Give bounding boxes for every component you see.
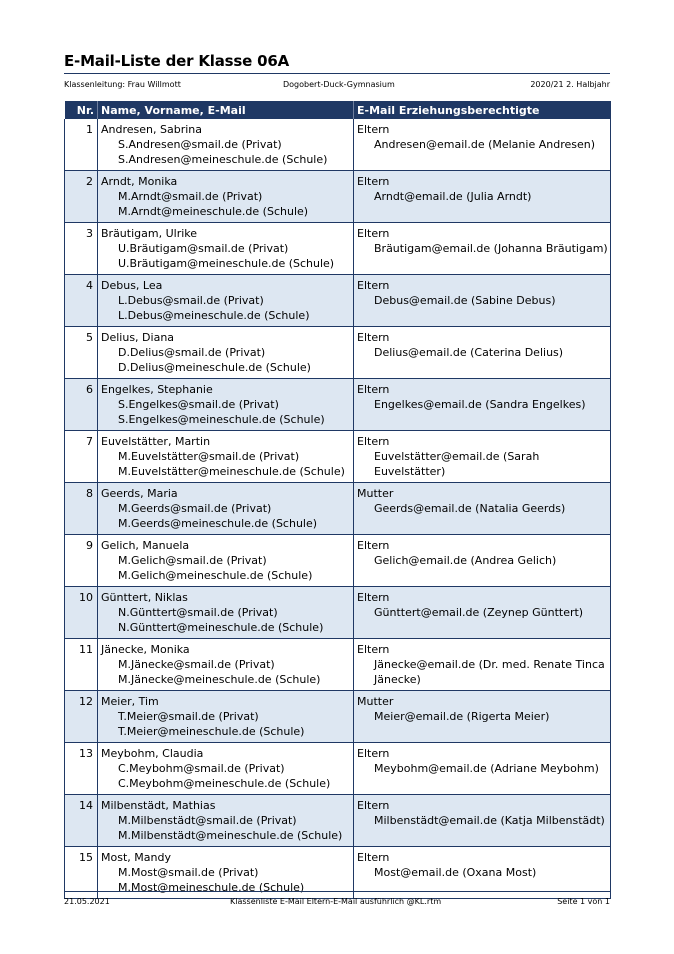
student-name: Günttert, Niklas	[101, 591, 188, 604]
student-cell	[98, 587, 354, 639]
student-school-email: L.Debus@meineschule.de (Schule)	[118, 309, 310, 322]
table-row	[65, 119, 611, 171]
guardian-type: Eltern	[357, 591, 390, 604]
student-private-email: M.Gelich@smail.de (Privat)	[118, 554, 267, 567]
student-private-email: M.Euvelstätter@smail.de (Privat)	[118, 450, 300, 463]
footer-date: 21.05.2021	[64, 897, 110, 906]
student-private-email: U.Bräutigam@smail.de (Privat)	[118, 242, 289, 255]
student-private-email: M.Milbenstädt@smail.de (Privat)	[118, 814, 297, 827]
guardian-type: Eltern	[357, 799, 390, 812]
student-cell	[98, 535, 354, 587]
student-school-email: M.Geerds@meineschule.de (Schule)	[118, 517, 318, 530]
row-number: 13	[65, 743, 98, 795]
row-number: 9	[65, 535, 98, 587]
student-cell	[98, 119, 354, 171]
table-row	[65, 327, 611, 379]
guardian-email: Andresen@email.de (Melanie Andresen)	[374, 138, 596, 151]
student-private-email: S.Andresen@smail.de (Privat)	[118, 138, 282, 151]
guardian-type: Eltern	[357, 643, 390, 656]
student-school-email: M.Most@meineschule.de (Schule)	[118, 881, 305, 894]
guardian-email: Meybohm@email.de (Adriane Meybohm)	[374, 762, 599, 775]
guardian-cell	[354, 223, 611, 275]
student-cell	[98, 379, 354, 431]
student-cell	[98, 743, 354, 795]
row-number: 4	[65, 275, 98, 327]
student-name: Delius, Diana	[101, 331, 175, 344]
student-cell	[98, 795, 354, 847]
table-row	[65, 743, 611, 795]
row-number: 15	[65, 847, 98, 899]
footer-divider	[64, 891, 610, 892]
student-cell	[98, 483, 354, 535]
student-private-email: T.Meier@smail.de (Privat)	[118, 710, 259, 723]
student-school-email: S.Engelkes@meineschule.de (Schule)	[118, 413, 325, 426]
row-number: 3	[65, 223, 98, 275]
table-row	[65, 275, 611, 327]
guardian-email: Günttert@email.de (Zeynep Günttert)	[374, 606, 584, 619]
student-school-email: S.Andresen@meineschule.de (Schule)	[118, 153, 328, 166]
table-row	[65, 587, 611, 639]
student-school-email: M.Jänecke@meineschule.de (Schule)	[118, 673, 321, 686]
email-list-table	[64, 101, 611, 899]
column-header-name: Name, Vorname, E-Mail	[98, 101, 354, 119]
student-name: Bräutigam, Ulrike	[101, 227, 198, 240]
student-cell	[98, 327, 354, 379]
table-row	[65, 691, 611, 743]
student-private-email: M.Jänecke@smail.de (Privat)	[118, 658, 275, 671]
student-private-email: M.Geerds@smail.de (Privat)	[118, 502, 272, 515]
school-term: 2020/21 2. Halbjahr	[530, 80, 610, 89]
table-row	[65, 535, 611, 587]
guardian-email: Delius@email.de (Caterina Delius)	[374, 346, 564, 359]
student-school-email: T.Meier@meineschule.de (Schule)	[118, 725, 305, 738]
student-school-email: M.Milbenstädt@meineschule.de (Schule)	[118, 829, 343, 842]
guardian-cell	[354, 691, 611, 743]
guardian-email: Meier@email.de (Rigerta Meier)	[374, 710, 550, 723]
column-header-nr: Nr.	[65, 101, 98, 119]
guardian-type: Eltern	[357, 279, 390, 292]
table-row	[65, 379, 611, 431]
student-private-email: S.Engelkes@smail.de (Privat)	[118, 398, 279, 411]
student-private-email: M.Arndt@smail.de (Privat)	[118, 190, 263, 203]
guardian-cell	[354, 119, 611, 171]
guardian-cell	[354, 171, 611, 223]
student-private-email: D.Delius@smail.de (Privat)	[118, 346, 266, 359]
table-header-row	[65, 101, 611, 119]
row-number: 12	[65, 691, 98, 743]
guardian-type: Eltern	[357, 123, 390, 136]
guardian-email: Arndt@email.de (Julia Arndt)	[374, 190, 532, 203]
table-row	[65, 171, 611, 223]
row-number: 1	[65, 119, 98, 171]
guardian-cell	[354, 379, 611, 431]
student-cell	[98, 639, 354, 691]
student-cell	[98, 223, 354, 275]
guardian-email: Engelkes@email.de (Sandra Engelkes)	[374, 398, 586, 411]
guardian-type: Eltern	[357, 747, 390, 760]
student-private-email: N.Günttert@smail.de (Privat)	[118, 606, 278, 619]
class-teacher: Klassenleitung: Frau Willmott	[64, 80, 181, 89]
guardian-email: Debus@email.de (Sabine Debus)	[374, 294, 556, 307]
guardian-cell	[354, 327, 611, 379]
guardian-type: Mutter	[357, 487, 394, 500]
footer-page-number: Seite 1 von 1	[557, 897, 610, 906]
table-row	[65, 795, 611, 847]
guardian-type: Eltern	[357, 175, 390, 188]
guardian-cell	[354, 535, 611, 587]
student-private-email: L.Debus@smail.de (Privat)	[118, 294, 264, 307]
footer-report-name: Klassenliste E-Mail Eltern-E-Mail ausführlich @KL.rtm	[230, 897, 442, 906]
guardian-email: Most@email.de (Oxana Most)	[374, 866, 537, 879]
student-name: Jänecke, Monika	[101, 643, 190, 656]
student-private-email: M.Most@smail.de (Privat)	[118, 866, 259, 879]
row-number: 2	[65, 171, 98, 223]
guardian-email: Milbenstädt@email.de (Katja Milbenstädt)	[374, 814, 605, 827]
student-name: Meybohm, Claudia	[101, 747, 204, 760]
guardian-type: Mutter	[357, 695, 394, 708]
row-number: 8	[65, 483, 98, 535]
guardian-email: Geerds@email.de (Natalia Geerds)	[374, 502, 566, 515]
table-row	[65, 431, 611, 483]
student-name: Andresen, Sabrina	[101, 123, 202, 136]
guardian-type: Eltern	[357, 851, 390, 864]
student-cell	[98, 171, 354, 223]
student-school-email: C.Meybohm@meineschule.de (Schule)	[118, 777, 331, 790]
student-school-email: D.Delius@meineschule.de (Schule)	[118, 361, 311, 374]
table-row	[65, 483, 611, 535]
student-school-email: M.Gelich@meineschule.de (Schule)	[118, 569, 313, 582]
row-number: 6	[65, 379, 98, 431]
table-row	[65, 223, 611, 275]
guardian-cell	[354, 743, 611, 795]
table-body	[65, 119, 611, 899]
student-cell	[98, 275, 354, 327]
guardian-email: Jänecke@email.de (Dr. med. Renate Tinca Jänecke)	[374, 658, 605, 686]
guardian-email: Bräutigam@email.de (Johanna Bräutigam)	[374, 242, 608, 255]
student-name: Meier, Tim	[101, 695, 159, 708]
guardian-cell	[354, 587, 611, 639]
guardian-cell	[354, 795, 611, 847]
guardian-type: Eltern	[357, 383, 390, 396]
student-school-email: M.Euvelstätter@meineschule.de (Schule)	[118, 465, 345, 478]
row-number: 7	[65, 431, 98, 483]
row-number: 11	[65, 639, 98, 691]
guardian-type: Eltern	[357, 539, 390, 552]
student-school-email: M.Arndt@meineschule.de (Schule)	[118, 205, 309, 218]
student-school-email: U.Bräutigam@meineschule.de (Schule)	[118, 257, 335, 270]
guardian-cell	[354, 431, 611, 483]
student-school-email: N.Günttert@meineschule.de (Schule)	[118, 621, 324, 634]
student-private-email: C.Meybohm@smail.de (Privat)	[118, 762, 285, 775]
title-divider	[64, 73, 610, 74]
student-name: Most, Mandy	[101, 851, 171, 864]
guardian-type: Eltern	[357, 435, 390, 448]
guardian-type: Eltern	[357, 331, 390, 344]
student-name: Engelkes, Stephanie	[101, 383, 213, 396]
row-number: 14	[65, 795, 98, 847]
guardian-type: Eltern	[357, 227, 390, 240]
student-name: Gelich, Manuela	[101, 539, 190, 552]
student-name: Milbenstädt, Mathias	[101, 799, 216, 812]
school-name: Dogobert-Duck-Gymnasium	[283, 80, 395, 89]
student-cell	[98, 431, 354, 483]
table-row	[65, 639, 611, 691]
row-number: 5	[65, 327, 98, 379]
guardian-cell	[354, 639, 611, 691]
student-name: Debus, Lea	[101, 279, 163, 292]
row-number: 10	[65, 587, 98, 639]
guardian-email: Euvelstätter@email.de (Sarah Euvelstätter)	[374, 450, 540, 478]
column-header-guardian: E-Mail Erziehungsberechtigte	[354, 101, 611, 119]
student-cell	[98, 691, 354, 743]
student-name: Arndt, Monika	[101, 175, 178, 188]
student-name: Euvelstätter, Martin	[101, 435, 211, 448]
page-title: E-Mail-Liste der Klasse 06A	[64, 52, 289, 70]
student-name: Geerds, Maria	[101, 487, 178, 500]
guardian-cell	[354, 275, 611, 327]
guardian-cell	[354, 483, 611, 535]
guardian-email: Gelich@email.de (Andrea Gelich)	[374, 554, 557, 567]
